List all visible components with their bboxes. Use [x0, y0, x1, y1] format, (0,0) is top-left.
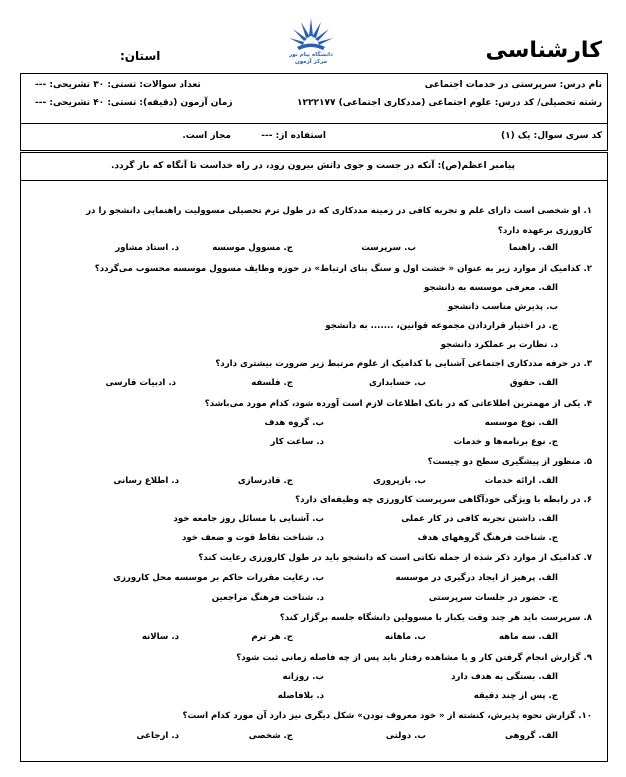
- question-7-option[interactable]: الف. پرهیز از ایجاد درگیری در موسسه: [395, 573, 558, 583]
- question-3-option[interactable]: الف. حقوق: [509, 378, 558, 388]
- question-4-text: ۴. یکی از مهمترین اطلاعاتی که در بانک اطلاعات لازم است آورده شود، کدام مورد می‌باشد؟: [204, 399, 592, 409]
- question-9-option[interactable]: د. بلافاصله: [277, 691, 324, 701]
- question-3-text: ۳. در حرفه مددکاری اجتماعی آشنایی با کدامیک از علوم مرتبط زیر ضرورت بیشتری دارد؟: [215, 359, 592, 369]
- question-4-option[interactable]: د. ساعت کار: [270, 437, 324, 447]
- question-10-option[interactable]: ب. دولتی: [385, 731, 426, 741]
- field-code: رشته تحصیلی/ کد درس: علوم اجتماعی (مددکاری اجتماعی) ۱۲۲۲۱۷۷: [297, 98, 602, 108]
- question-7-text: ۷. کدامیک از موارد ذکر شده از جمله نکاتی است که دانشجو باید در طول کارورزی رعایت کند؟: [198, 553, 592, 563]
- question-series-code: کد سری سوال: یک (۱): [501, 131, 602, 141]
- question-3-option[interactable]: ب. حسابداری: [368, 378, 426, 388]
- question-6-option[interactable]: د. شناخت نقاط قوت و ضعف خود: [181, 533, 324, 543]
- question-10-option[interactable]: د. ارجاعی: [136, 731, 179, 741]
- question-10-text: ۱۰. گزارش نحوه پذیرش، کنشته از « خود معروف بودن» شکل دیگری نیز دارد آن مورد کدام است؟: [182, 711, 592, 721]
- question-1-option[interactable]: د. استاد مشاور: [115, 243, 179, 253]
- question-3-option[interactable]: د. ادبیات فارسی: [105, 378, 176, 388]
- question-5-option[interactable]: الف. ارائه خدمات: [484, 476, 558, 486]
- question-1-text: کارورزی برعهده دارد؟: [497, 226, 592, 236]
- question-2-option[interactable]: الف. معرفی موسسه به دانشجو: [424, 283, 558, 293]
- question-2-option[interactable]: ج. در اختیار قراردادن مجموعه قوانین، ....... به دانشجو: [325, 321, 558, 331]
- question-10-option[interactable]: ج. شخصی: [248, 731, 293, 741]
- question-8-option[interactable]: الف. سه ماهه: [498, 632, 558, 642]
- hadith-quote: پیامبر اعظم(ص): آنکه در جست و جوی دانش بیرون رود، در راه خداست تا آنگاه که باز گردد.: [111, 161, 515, 171]
- question-6-text: ۶. در رابطه با ویژگی خودآگاهی سرپرست کارورزی چه وظیفه‌ای دارد؟: [295, 495, 592, 505]
- question-2-text: ۲. کدامیک از موارد زیر به عنوان « خشت اول و سنگ بنای ارتباط» در حوزه وظایف مسوول موسسه محسوب می‌گردد؟: [94, 264, 592, 274]
- question-7-option[interactable]: ج. حضور در جلسات سرپرستی: [428, 593, 558, 603]
- question-4-option[interactable]: ج. نوع برنامه‌ها و خدمات: [453, 437, 558, 447]
- course-name: نام درس: سرپرستی در خدمات اجتماعی: [424, 80, 602, 90]
- allowed-statement: مجاز است.: [182, 131, 231, 141]
- question-8-option[interactable]: ج. هر ترم: [251, 632, 293, 642]
- question-9-option[interactable]: الف. بستگی به هدف دارد: [451, 672, 558, 682]
- exam-level-title: کارشناسی: [485, 38, 602, 63]
- question-2-option[interactable]: ب. پذیرش مناسب دانشجو: [447, 302, 558, 312]
- question-8-text: ۸. سرپرست باید هر چند وقت یکبار با مسوولین دانشگاه جلسه برگزار کند؟: [279, 613, 592, 623]
- university-logo-text: دانشگاه پیام نور مرکز آزمون: [289, 52, 333, 65]
- question-5-option[interactable]: ب. بازپروری: [372, 476, 426, 486]
- question-7-option[interactable]: د. شناخت فرهنگ مراجعین: [211, 593, 324, 603]
- question-1-option[interactable]: الف. راهنما: [508, 243, 558, 253]
- question-3-option[interactable]: ج. فلسفه: [251, 378, 293, 388]
- question-5-option[interactable]: ج. قادرسازی: [237, 476, 293, 486]
- province-label: استان:: [120, 49, 161, 63]
- question-6-option[interactable]: ب. آشنایی با مسائل روز جامعه خود: [173, 514, 324, 524]
- question-1-option[interactable]: ب. سرپرست: [361, 243, 416, 253]
- allowed-usage: استفاده از: ---: [261, 131, 326, 141]
- question-8-option[interactable]: د. سالانه: [141, 632, 179, 642]
- question-6-option[interactable]: الف. داشتن تجربه کافی در کار عملی: [401, 514, 558, 524]
- question-4-option[interactable]: الف. نوع موسسه: [484, 418, 558, 428]
- question-7-option[interactable]: ب. رعایت مقررات حاکم بر موسسه محل کارورزی: [113, 573, 324, 583]
- question-1-text: ۱. او شخصی است دارای علم و تجربه کافی در زمینه مددکاری که در طول ترم تحصیلی مسوولیت راهنمایی دانشجو را در: [86, 206, 592, 216]
- question-9-option[interactable]: ج. پس از چند دقیقه: [473, 691, 558, 701]
- question-5-text: ۵. منظور از پیشگیری سطح دو چیست؟: [427, 457, 592, 467]
- question-9-text: ۹. گزارش انجام گرفتن کار و یا مشاهده رفتار باید پس از چه فاصله زمانی ثبت شود؟: [236, 653, 592, 663]
- question-5-option[interactable]: د. اطلاع رسانی: [113, 476, 179, 486]
- question-10-option[interactable]: الف. گروهی: [504, 731, 558, 741]
- exam-time: زمان آزمون (دقیقه): تستی: ۴۰ تشریحی: ---: [35, 98, 233, 108]
- question-9-option[interactable]: ب. روزانه: [282, 672, 324, 682]
- question-6-option[interactable]: ج. شناخت فرهنگ گروههای هدف: [417, 533, 558, 543]
- question-count: تعداد سوالات: تستی: ۳۰ تشریحی: ---: [35, 80, 201, 90]
- question-8-option[interactable]: ب. ماهانه: [384, 632, 426, 642]
- question-2-option[interactable]: د. نظارت بر عملکرد دانشجو: [440, 340, 558, 350]
- question-1-option[interactable]: ج. مسوول موسسه: [212, 243, 293, 253]
- university-logo: [283, 14, 339, 74]
- question-4-option[interactable]: ب. گروه هدف: [264, 418, 324, 428]
